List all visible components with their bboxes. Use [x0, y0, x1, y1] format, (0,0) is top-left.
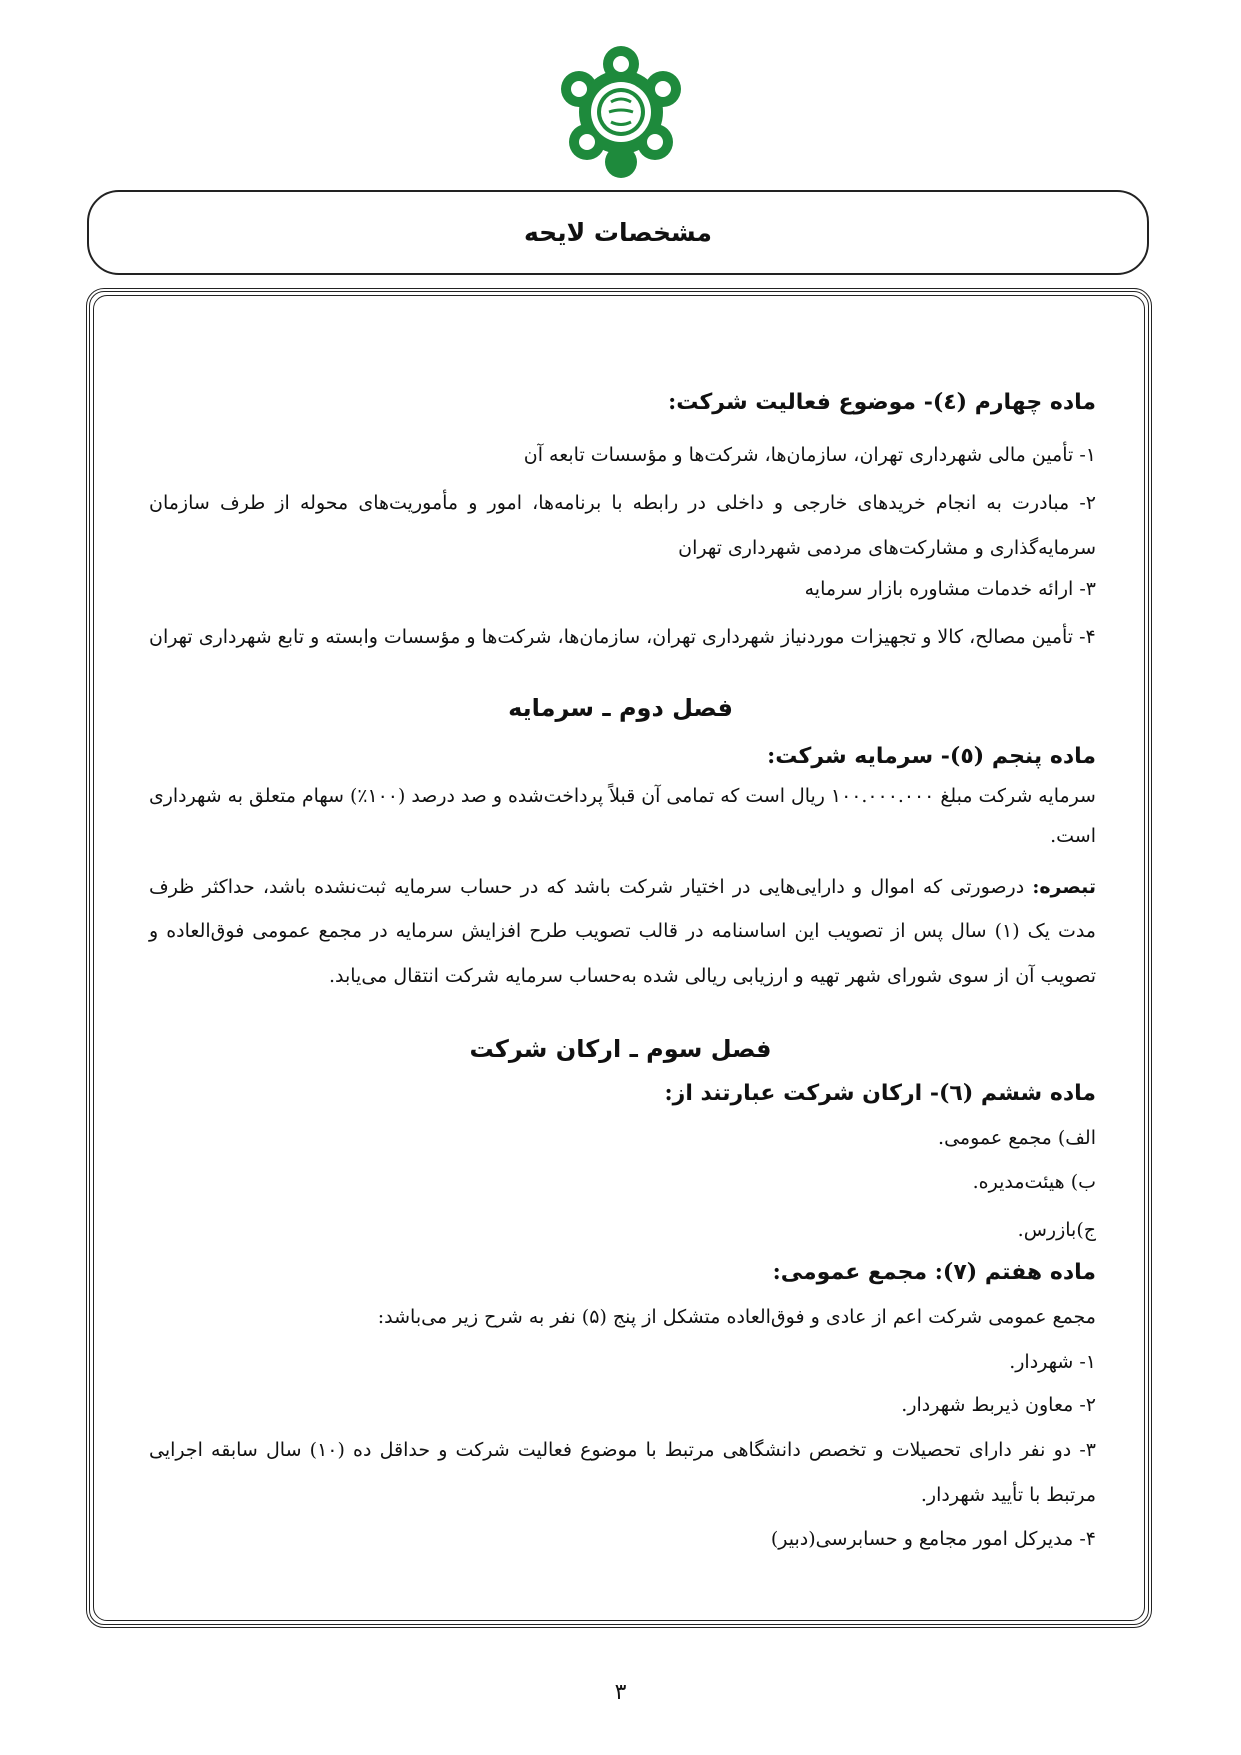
page-number: ۳	[614, 1680, 627, 1705]
document-title: مشخصات لایحه	[524, 218, 712, 247]
note-text: درصورتی که اموال و دارایی‌هایی در اختیار شرکت باشد که در حساب سرمایه ثبت‌نشده باشد، حداکثر ظرف	[149, 876, 1025, 898]
article-4-item: ۱- تأمین مالی شهرداری تهران، سازمان‌ها، شرکت‌ها و مؤسسات تابعه آن	[523, 444, 1096, 466]
article-6-item: الف) مجمع عمومی.	[938, 1127, 1096, 1149]
article-5-text: است.	[1050, 825, 1096, 847]
article-6-item: ب) هیئت‌مدیره.	[972, 1171, 1096, 1193]
article-4-item: ۲- مبادرت به انجام خریدهای خارجی و داخلی در رابطه با برنامه‌ها، امور و مأموریت‌های محوله از طرف سازمان	[149, 492, 1096, 514]
document-title-box	[87, 190, 1149, 275]
article-6-item: ج)بازرس.	[1017, 1219, 1096, 1241]
chapter-3-title: فصل سوم ـ ارکان شرکت	[469, 1034, 772, 1063]
article-7-item: ۱- شهردار.	[1009, 1351, 1096, 1373]
article-7-heading: ماده هفتم (۷): مجمع عمومی:	[772, 1259, 1096, 1285]
note-label: تبصره:	[1032, 876, 1096, 898]
article-7-item: ۲- معاون ذیربط شهردار.	[901, 1394, 1096, 1416]
article-4-item: سرمایه‌گذاری و مشارکت‌های مردمی شهرداری تهران	[678, 537, 1096, 559]
article-7-item: مرتبط با تأیید شهردار.	[920, 1484, 1096, 1506]
article-5-note: تصویب آن از سوی شورای شهر تهیه و ارزیابی ریالی شده به‌حساب سرمایه شرکت انتقال می‌یابد.	[328, 965, 1096, 987]
article-7-item: ۴- مدیرکل امور مجامع و حسابرسی(دبیر)	[770, 1528, 1096, 1550]
article-5-note: مدت یک (۱) سال پس از تصویب این اساسنامه در قالب تصویب طرح افزایش سرمایه در مجمع عمومی فوق‌العاده و	[149, 920, 1096, 942]
article-7-item: ۳- دو نفر دارای تحصیلات و تخصص دانشگاهی مرتبط با موضوع فعالیت شرکت و حداقل ده (۱۰) سال سابقه اجرایی	[149, 1439, 1096, 1461]
article-7-intro: مجمع عمومی شرکت اعم از عادی و فوق‌العاده متشکل از پنج (۵) نفر به شرح زیر می‌باشد:	[377, 1306, 1096, 1328]
article-4-heading: ماده چهارم (٤)- موضوع فعالیت شرکت:	[668, 389, 1096, 415]
chapter-2-title: فصل دوم ـ سرمایه	[508, 693, 733, 722]
article-5-note	[149, 872, 1096, 902]
article-6-heading: ماده ششم (٦)- ارکان شرکت عبارتند از:	[664, 1080, 1096, 1106]
article-4-item: ۳- ارائه خدمات مشاوره بازار سرمایه	[804, 578, 1096, 600]
article-5-text: سرمایه شرکت مبلغ ۱۰۰.۰۰۰.۰۰۰ ریال است که تمامی آن قبلاً پرداخت‌شده و صد درصد (۱۰۰٪) سهام متعلق به شهرداری	[149, 785, 1096, 807]
tehran-municipality-logo	[555, 44, 687, 180]
article-4-item: ۴- تأمین مصالح، کالا و تجهیزات موردنیاز شهرداری تهران، سازمان‌ها، شرکت‌ها و مؤسسات وابسته و تابع شهرداری تهران	[149, 626, 1096, 648]
article-5-heading: ماده پنجم (٥)- سرمایه شرکت:	[767, 743, 1096, 769]
